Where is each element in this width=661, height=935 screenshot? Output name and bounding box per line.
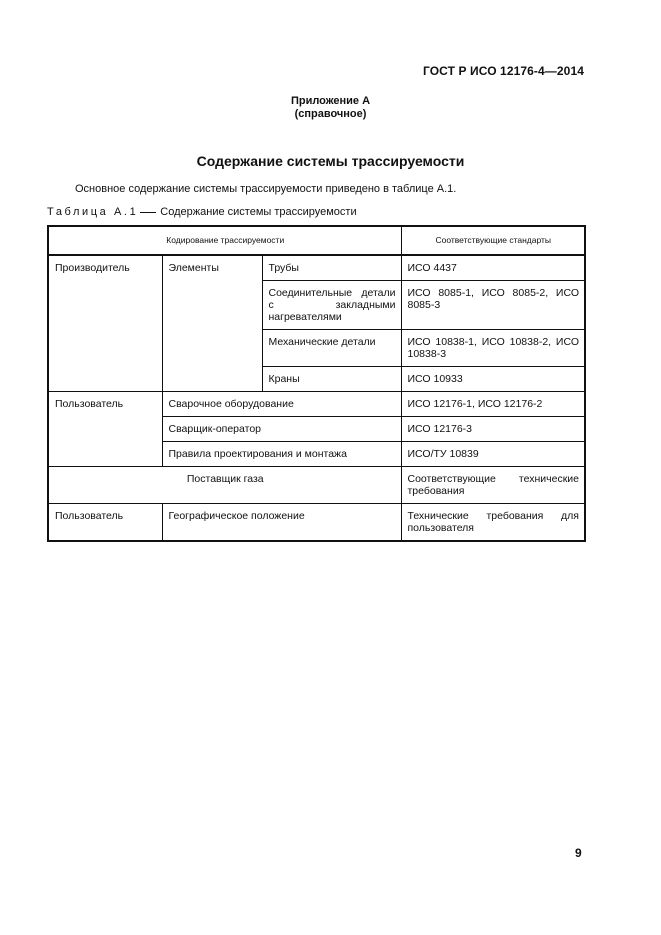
cell-geo-std: Технические требования для пользователя <box>401 504 585 542</box>
cell-pipes-std: ИСО 4437 <box>401 255 585 281</box>
table-row <box>48 504 585 542</box>
cell-fittings: Соединительные детали с закладными нагревателями <box>262 281 401 330</box>
cell-fittings-std: ИСО 8085-1, ИСО 8085-2, ИСО 8085-3 <box>401 281 585 330</box>
header-coding: Кодирование трассируемости <box>48 226 401 255</box>
intro-paragraph: Основное содержание системы трассируемости приведено в таблице А.1. <box>75 183 457 195</box>
table-caption-text: Содержание системы трассируемости <box>160 206 357 218</box>
traceability-table <box>47 225 586 542</box>
page-number: 9 <box>575 846 582 860</box>
cell-operator: Сварщик-оператор <box>162 417 401 442</box>
cell-user-1: Пользователь <box>48 392 162 467</box>
table-row <box>48 255 585 281</box>
cell-rules: Правила проектирования и монтажа <box>162 442 401 467</box>
section-title: Содержание системы трассируемости <box>196 153 465 169</box>
table-caption-label: Таблица А.1 <box>47 206 139 218</box>
cell-valves: Краны <box>262 367 401 392</box>
cell-rules-std: ИСО/ТУ 10839 <box>401 442 585 467</box>
cell-pipes: Трубы <box>262 255 401 281</box>
cell-manufacturer: Производитель <box>48 255 162 392</box>
cell-user-2: Пользователь <box>48 504 162 542</box>
table-caption <box>47 206 357 218</box>
cell-gas-std: Соответствующие технические требования <box>401 467 585 504</box>
cell-valves-std: ИСО 10933 <box>401 367 585 392</box>
cell-welding-std: ИСО 12176-1, ИСО 12176-2 <box>401 392 585 417</box>
header-standards: Соответствующие стандарты <box>401 226 585 255</box>
cell-geo: Географическое положение <box>162 504 401 542</box>
caption-dash <box>140 212 156 213</box>
cell-welding: Сварочное оборудование <box>162 392 401 417</box>
document-standard-number: ГОСТ Р ИСО 12176-4—2014 <box>422 64 584 78</box>
cell-mech: Механические детали <box>262 330 401 367</box>
cell-elements: Элементы <box>162 255 262 392</box>
table-row <box>48 392 585 417</box>
table-header-row <box>48 226 585 255</box>
cell-operator-std: ИСО 12176-3 <box>401 417 585 442</box>
cell-mech-std: ИСО 10838-1, ИСО 10838-2, ИСО 10838-3 <box>401 330 585 367</box>
cell-gas-supplier: Поставщик газа <box>48 467 401 504</box>
appendix-subtitle: (справочное) <box>294 108 367 120</box>
appendix-heading <box>0 95 661 121</box>
table-row <box>48 467 585 504</box>
appendix-title: Приложение А <box>290 95 371 107</box>
